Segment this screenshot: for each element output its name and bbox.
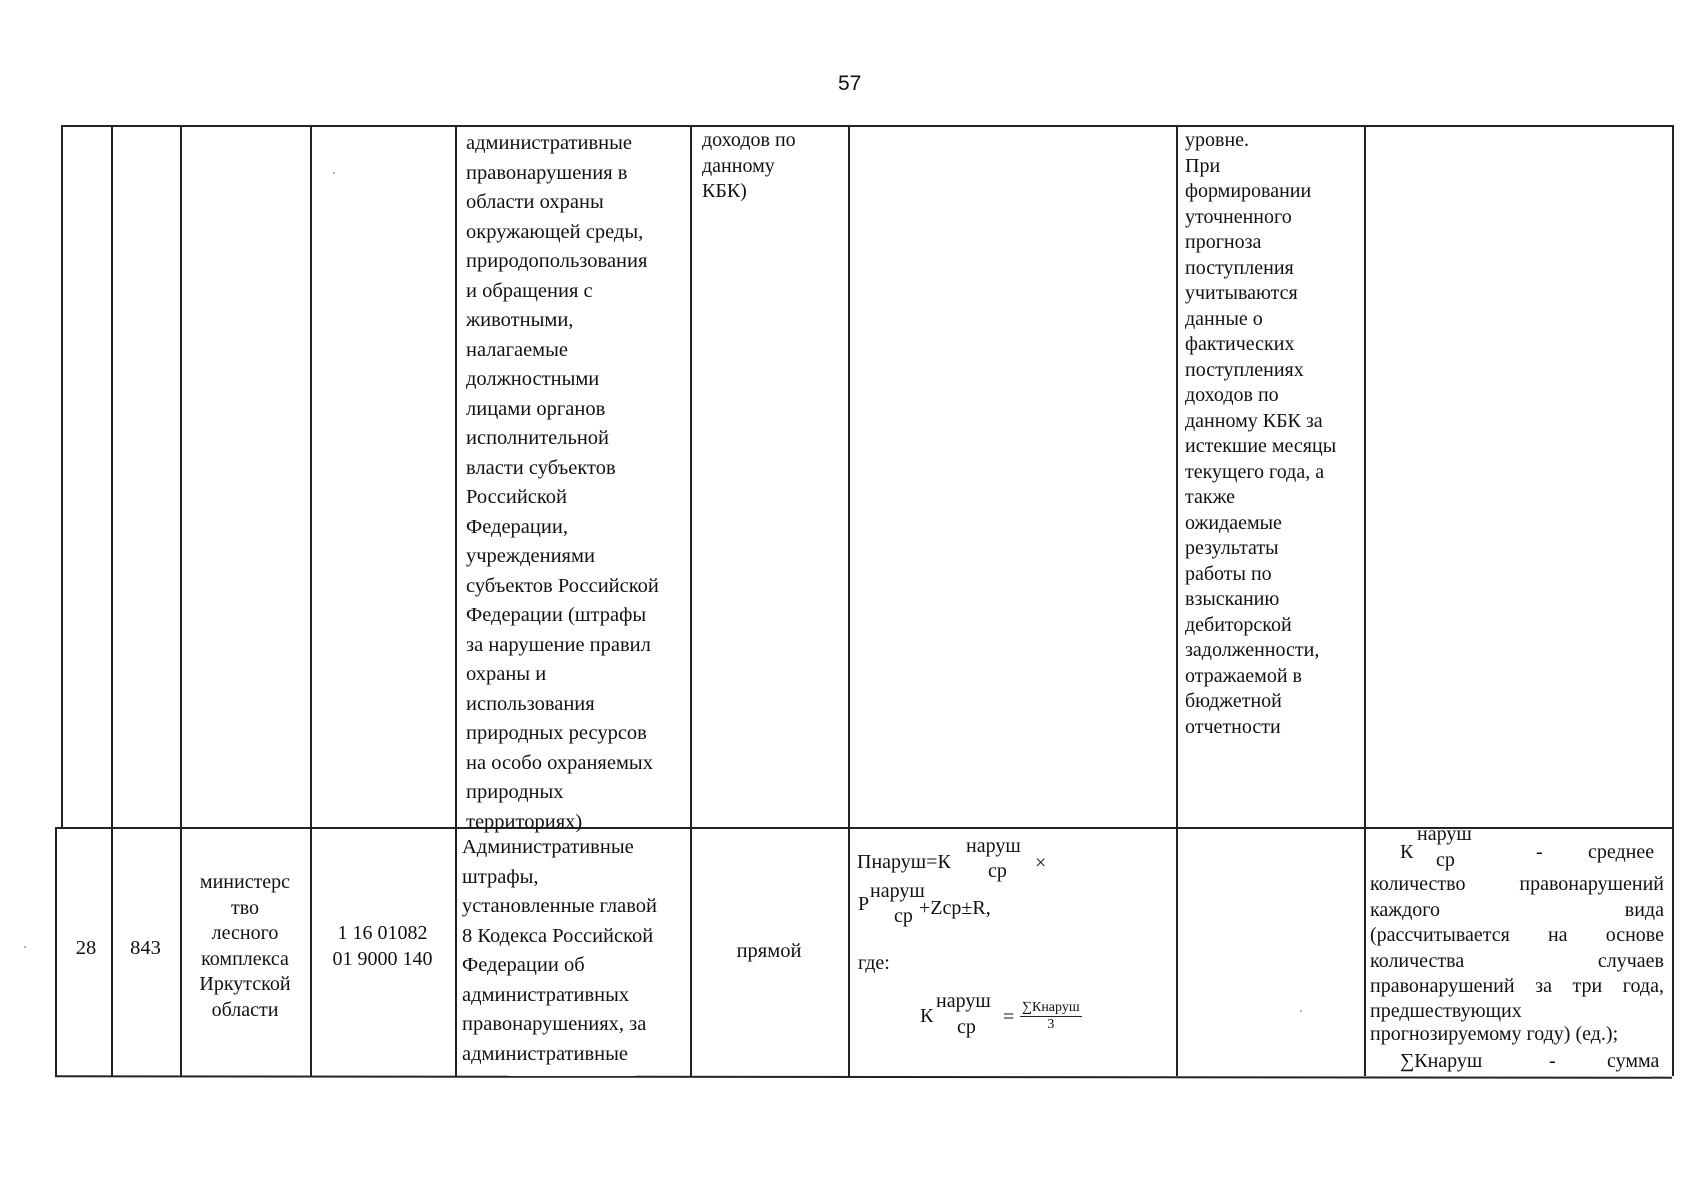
- dash: -: [1549, 1050, 1556, 1072]
- legend-line: количество правонарушений: [1370, 873, 1664, 895]
- text-line: взысканию: [1185, 588, 1280, 610]
- kbk-line: 01 9000 140: [332, 947, 433, 970]
- fraction: [1020, 1000, 1082, 1033]
- formula-p-prefix: Р: [858, 893, 870, 915]
- text-line: ожидаемые: [1185, 511, 1282, 534]
- formula-subscript: ср: [957, 1016, 976, 1038]
- where-label: где:: [858, 952, 890, 974]
- formula-superscript: наруш: [1417, 823, 1472, 845]
- text-line: административных: [462, 983, 630, 1006]
- col-border-0: [61, 125, 63, 827]
- text-line: также: [1185, 486, 1236, 508]
- legend-body: [1370, 872, 1664, 1046]
- formula-times: [1035, 852, 1046, 875]
- text-line: административные: [466, 132, 632, 154]
- legend-line: предшествующих: [1370, 999, 1522, 1022]
- row-number: 28: [75, 937, 97, 959]
- legend-k-sub: [1436, 849, 1455, 872]
- text-line: результаты: [1185, 537, 1279, 559]
- text-line: задолженности,: [1185, 639, 1320, 661]
- text-line: области: [211, 998, 279, 1021]
- equals-sign: =: [1003, 1006, 1015, 1028]
- scan-speck: [333, 172, 335, 174]
- text-line: Российской: [466, 486, 568, 508]
- text-line: административные: [462, 1042, 628, 1065]
- legend-line: каждого вида: [1370, 898, 1664, 921]
- calculation-method: прямой: [736, 940, 802, 962]
- text-line: прогноза: [1185, 231, 1262, 253]
- continued-description-cell: [466, 129, 688, 837]
- k-symbol: К: [920, 1005, 934, 1027]
- formula-suffix-2: [919, 897, 991, 920]
- text-line: за нарушение правил: [466, 633, 651, 656]
- formula-sub-2: [894, 905, 913, 928]
- kbk-cell: [310, 921, 455, 972]
- text-line: фактических: [1185, 333, 1295, 355]
- text-line: бюджетной: [1185, 690, 1282, 712]
- text-line: 8 Кодекса Российской: [462, 924, 654, 947]
- text-line: природных: [466, 781, 564, 803]
- formula-subscript: ср: [894, 905, 913, 927]
- fraction-denominator: 3: [1047, 1017, 1055, 1032]
- legend-dash: [1536, 841, 1543, 864]
- scan-speck: [24, 946, 26, 948]
- text-line: комплекса: [201, 947, 289, 970]
- row28-description-cell: [462, 833, 688, 1069]
- text-line: территориях): [466, 810, 583, 833]
- text-line: штрафы,: [462, 865, 539, 888]
- fraction-numerator: ∑Кнаруш: [1022, 1000, 1080, 1015]
- text-line: учреждениями: [466, 545, 595, 567]
- text-line: учитываются: [1185, 282, 1298, 304]
- legend-line: (рассчитывается на основе: [1370, 924, 1664, 946]
- text-line: области охраны: [466, 191, 604, 213]
- text-line: налагаемые: [466, 338, 569, 361]
- formula-sup-2: [870, 880, 925, 903]
- text-line: правонарушения в: [466, 161, 628, 184]
- administrator-code: 843: [130, 937, 161, 959]
- formula-sub-1: [988, 860, 1007, 883]
- text-line: уровне.: [1185, 129, 1250, 151]
- formula-sup-1: [966, 835, 1021, 858]
- text-line: должностными: [466, 368, 600, 390]
- times-sign: ×: [1035, 852, 1047, 874]
- text-line: исполнительной: [466, 427, 610, 449]
- formula-suffix: +Zср±R,: [919, 897, 991, 919]
- text-line: природных ресурсов: [466, 722, 647, 744]
- formula-def-sup: [936, 990, 991, 1013]
- text-line: Федерации (штрафы: [466, 604, 647, 626]
- text-line: отчетности: [1185, 715, 1281, 738]
- formula-def-prefix: [920, 1005, 933, 1028]
- text-line: субъектов Российской: [466, 574, 659, 597]
- text-line: доходов по: [1185, 384, 1279, 406]
- kbk-line: 1 16 01082: [337, 922, 428, 944]
- row-number-cell: [61, 934, 111, 964]
- formula-where: [858, 952, 890, 975]
- legend-sum-desc: [1607, 1050, 1659, 1073]
- text-line: данному: [702, 154, 775, 177]
- legend-line: количества случаев: [1370, 949, 1664, 972]
- text-line: и обращения с: [466, 279, 593, 302]
- text-line: тво: [230, 896, 260, 919]
- text-line: доходов по: [702, 129, 796, 151]
- text-line: поступления: [1185, 256, 1294, 279]
- page-number: 57: [838, 72, 862, 95]
- text-line: уточненного: [1185, 205, 1292, 228]
- text-line: работы по: [1185, 562, 1272, 585]
- text-line: истекшие месяцы: [1185, 435, 1337, 457]
- text-line: использования: [466, 692, 595, 715]
- legend-k-sup: [1417, 823, 1472, 846]
- table-top-border: [61, 125, 1672, 127]
- legend-text: среднее: [1588, 841, 1655, 863]
- sum-symbol: ∑Кнаруш: [1400, 1050, 1483, 1072]
- text-line: Федерации,: [466, 515, 568, 538]
- dash: -: [1536, 841, 1543, 863]
- text-line: поступлениях: [1185, 358, 1304, 381]
- text-line: При: [1185, 154, 1221, 177]
- text-line: охраны и: [466, 663, 547, 685]
- formula-superscript: наруш: [966, 835, 1021, 857]
- text-line: животными,: [466, 309, 574, 331]
- text-line: лесного: [211, 922, 279, 944]
- col-border-0b: [55, 827, 57, 1076]
- legend-sum-dash: [1549, 1050, 1556, 1073]
- text-line: формировании: [1185, 180, 1312, 202]
- code-cell: [111, 934, 180, 964]
- legend-sum-prefix: [1400, 1050, 1482, 1073]
- formula-superscript: наруш: [936, 990, 991, 1012]
- text-line: правонарушениях, за: [462, 1013, 647, 1035]
- legend-line: прогнозируемому году) (ед.);: [1370, 1022, 1619, 1045]
- continued-notes-cell: [1185, 128, 1365, 740]
- text-line: данные о: [1185, 307, 1263, 330]
- col-border-5: [690, 125, 692, 1076]
- formula-fraction: [1020, 1000, 1082, 1033]
- continued-method-cell: [702, 128, 842, 205]
- table-bottom-border: [55, 1075, 1672, 1078]
- col-border-9: [1672, 125, 1674, 1076]
- method-cell: [690, 937, 848, 967]
- text-line: на особо охраняемых: [466, 751, 653, 774]
- formula-subscript: ср: [988, 860, 1007, 882]
- text-line: отражаемой в: [1185, 664, 1302, 687]
- text-line: окружающей среды,: [466, 220, 644, 243]
- text-line: природопользования: [466, 250, 648, 272]
- legend-k-desc: [1588, 841, 1654, 864]
- legend-text: сумма: [1607, 1050, 1660, 1072]
- text-line: дебиторской: [1185, 613, 1292, 636]
- text-line: власти субъектов: [466, 456, 616, 479]
- text-line: Административные: [462, 836, 634, 858]
- formula-def-sub: [957, 1016, 976, 1039]
- k-symbol: К: [1400, 841, 1414, 863]
- text-line: данному КБК за: [1185, 409, 1323, 432]
- scan-speck: [1300, 1010, 1302, 1012]
- legend-line: правонарушений за три года,: [1370, 975, 1664, 997]
- text-line: министерс: [199, 871, 291, 893]
- col-border-7: [1176, 125, 1178, 1076]
- col-border-4: [455, 125, 457, 1076]
- legend-k-prefix: [1400, 841, 1413, 864]
- text-line: текущего года, а: [1185, 460, 1325, 483]
- administrator-cell: [180, 870, 310, 1023]
- text-line: Иркутской: [199, 973, 291, 995]
- formula-line-2: [858, 893, 869, 916]
- text-line: установленные главой: [462, 895, 658, 917]
- formula-def-equals: [1003, 1006, 1014, 1029]
- text-line: КБК): [702, 180, 747, 202]
- col-border-6: [848, 125, 850, 1076]
- formula-line-1: [857, 851, 951, 874]
- formula-prefix: Пнаруш=К: [857, 851, 951, 873]
- text-line: лицами органов: [466, 397, 606, 420]
- text-line: Федерации об: [462, 954, 585, 976]
- formula-subscript: ср: [1436, 849, 1455, 871]
- formula-superscript: наруш: [870, 880, 925, 902]
